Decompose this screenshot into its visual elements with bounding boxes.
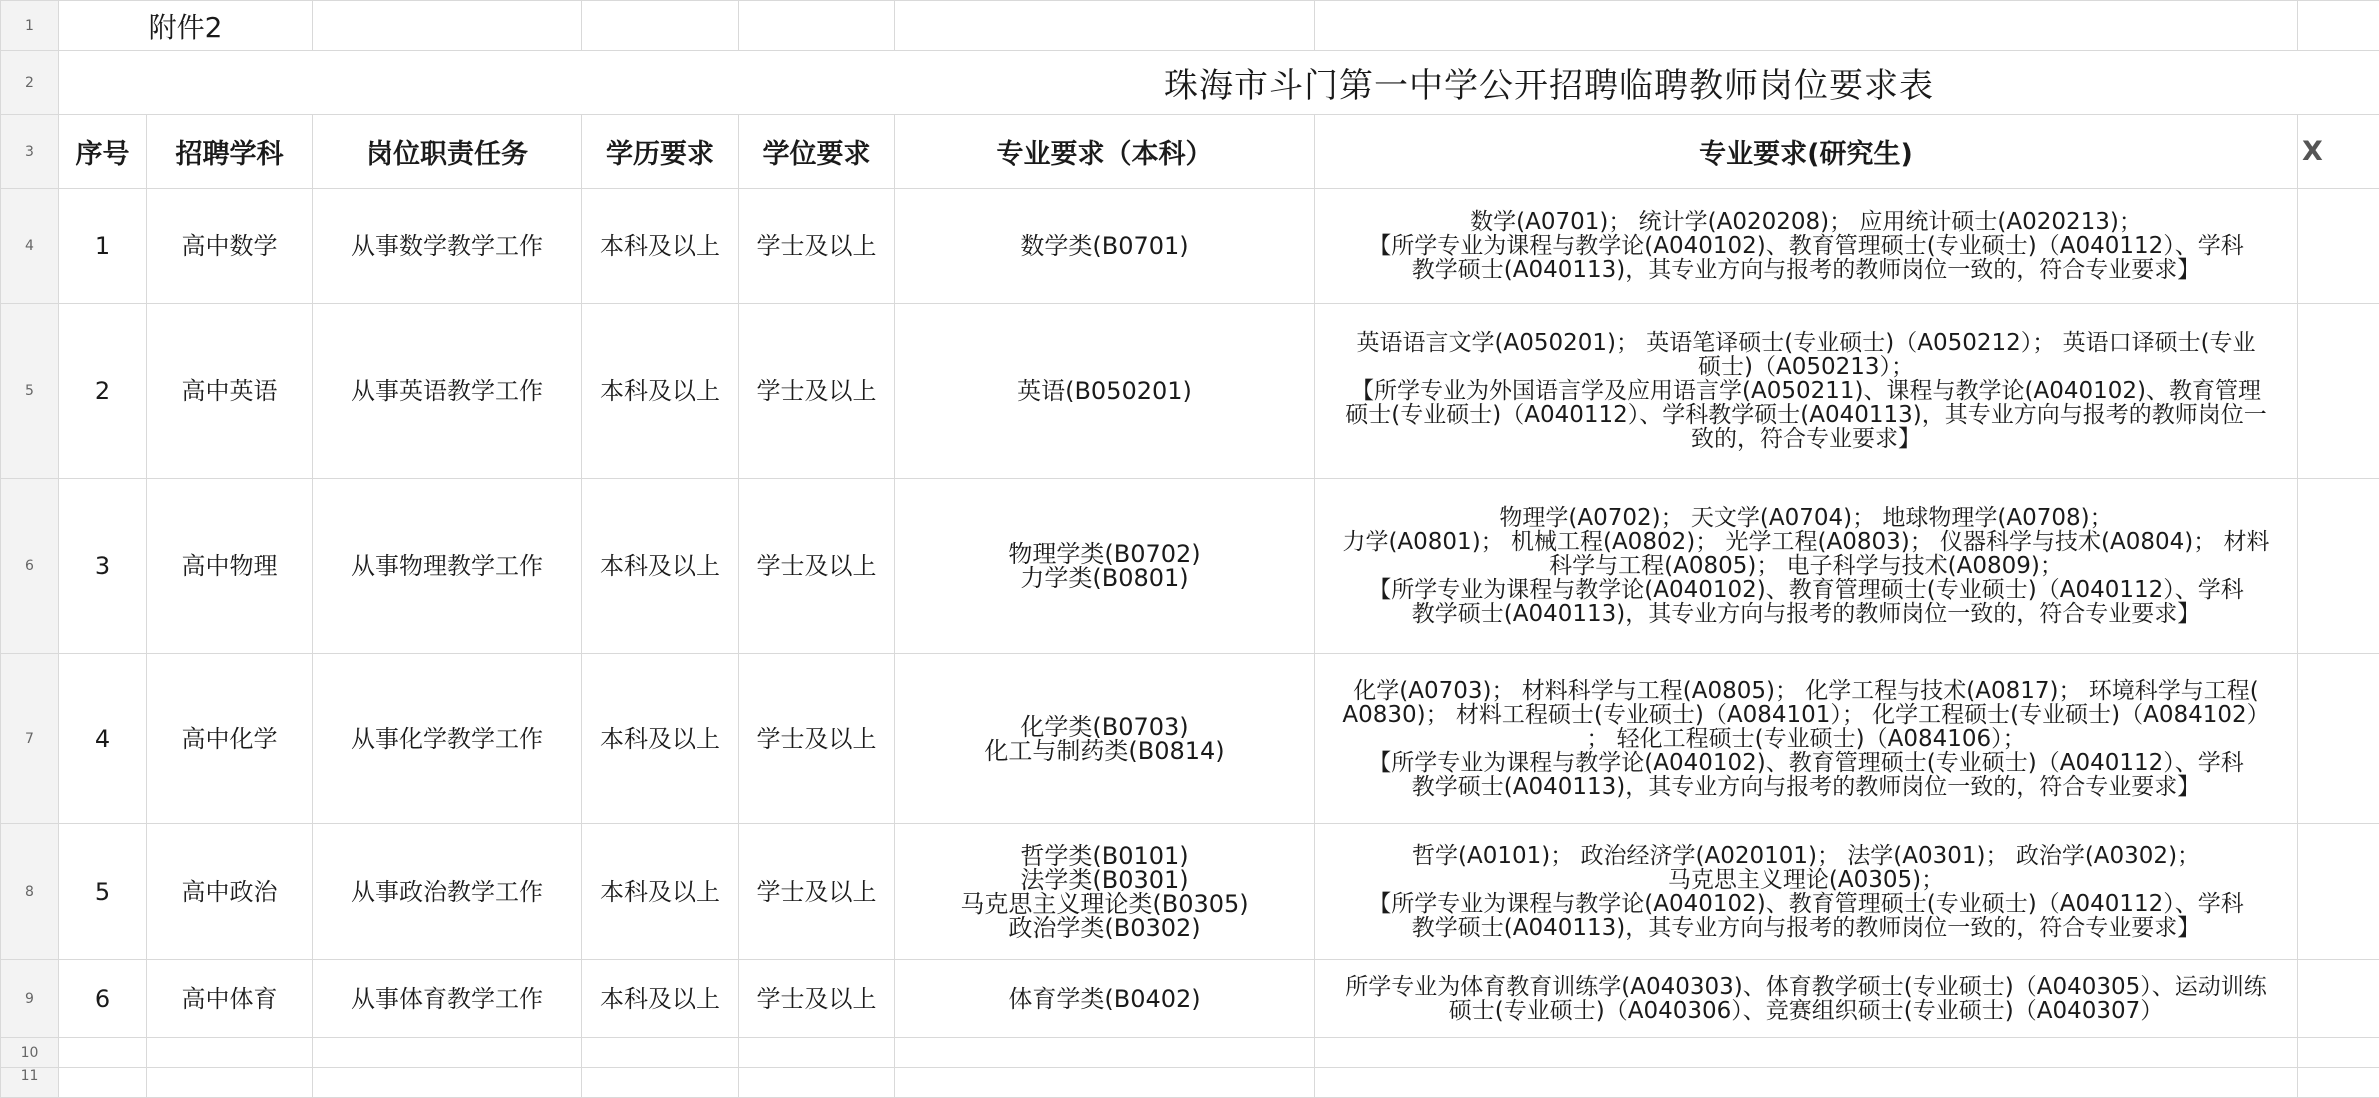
cell[interactable] bbox=[2298, 1038, 2379, 1068]
cell-duty[interactable]: 从事体育教学工作 bbox=[313, 960, 582, 1038]
cell[interactable] bbox=[739, 1068, 895, 1098]
cell-undergrad-major[interactable]: 化学类(B0703) 化工与制药类(B0814) bbox=[895, 654, 1315, 824]
header-no[interactable]: 序号 bbox=[59, 115, 147, 189]
cell-graduate-major[interactable]: 物理学(A0702)； 天文学(A0704)； 地球物理学(A0708)； 力学(A0801)； 机械工程(A0802)； 光学工程(A0803)； 仪器科学与技术(A0804)； 材料 科学与工程(A0805)； 电子科学与技术(A0809)； 【所学专业为课程与教学论(A040102)、教育管理硕士(专业硕士)（A040112）、学科 教学硕士(A040113)，其专业方向与报考的教师岗位一致的，符合专业要求】 bbox=[1315, 479, 2298, 654]
cell-graduate-major[interactable]: 化学(A0703)； 材料科学与工程(A0805)； 化学工程与技术(A0817)； 环境科学与工程( A0830)； 材料工程硕士(专业硕士)（A084101）； 化学工程硕士(专业硕士)（A084102） ； 轻化工程硕士(专业硕士)（A084106）； 【所学专业为课程与教学论(A040102)、教育管理硕士(专业硕士)（A040112）、学科 教学硕士(A040113)，其专业方向与报考的教师岗位一致的，符合专业要求】 bbox=[1315, 654, 2298, 824]
row-number[interactable]: 8 bbox=[1, 824, 59, 960]
cell-degree[interactable]: 学士及以上 bbox=[739, 189, 895, 304]
cell-undergrad-major[interactable]: 物理学类(B0702) 力学类(B0801) bbox=[895, 479, 1315, 654]
cell[interactable] bbox=[895, 1, 1315, 51]
cell-graduate-major[interactable]: 英语语言文学(A050201)； 英语笔译硕士(专业硕士)（A050212）； 英语口译硕士(专业 硕士)（A050213）； 【所学专业为外国语言学及应用语言学(A050211)、课程与教学论(A040102)、教育管理 硕士(专业硕士)（A040112）、学科教学硕士(A040113)，其专业方向与报考的教师岗位一 致的，符合专业要求】 bbox=[1315, 304, 2298, 479]
header-duty[interactable]: 岗位职责任务 bbox=[313, 115, 582, 189]
cell-duty[interactable]: 从事化学教学工作 bbox=[313, 654, 582, 824]
cell[interactable] bbox=[2298, 189, 2379, 304]
cell[interactable] bbox=[2298, 960, 2379, 1038]
cell-no[interactable]: 4 bbox=[59, 654, 147, 824]
cell-degree[interactable]: 学士及以上 bbox=[739, 479, 895, 654]
cell[interactable] bbox=[895, 1038, 1315, 1068]
cell-degree[interactable]: 学士及以上 bbox=[739, 824, 895, 960]
cell[interactable] bbox=[1315, 1, 2298, 51]
table-row bbox=[1, 304, 2379, 479]
cell-undergrad-major[interactable]: 体育学类(B0402) bbox=[895, 960, 1315, 1038]
sheet-row-11 bbox=[1, 1068, 2379, 1098]
cell-no[interactable]: 6 bbox=[59, 960, 147, 1038]
cell[interactable] bbox=[895, 1068, 1315, 1098]
row-number[interactable]: 2 bbox=[1, 51, 59, 115]
cell-no[interactable]: 5 bbox=[59, 824, 147, 960]
cell[interactable] bbox=[582, 1, 739, 51]
header-clipped[interactable]: X bbox=[2298, 115, 2379, 189]
sheet-row-2 bbox=[1, 51, 2379, 115]
cell-degree[interactable]: 学士及以上 bbox=[739, 654, 895, 824]
cell-duty[interactable]: 从事数学教学工作 bbox=[313, 189, 582, 304]
cell-undergrad-major[interactable]: 哲学类(B0101) 法学类(B0301) 马克思主义理论类(B0305) 政治学类(B0302) bbox=[895, 824, 1315, 960]
cell[interactable] bbox=[739, 1, 895, 51]
cell-undergrad-major[interactable]: 数学类(B0701) bbox=[895, 189, 1315, 304]
row-number[interactable]: 10 bbox=[1, 1038, 59, 1068]
cell-duty[interactable]: 从事英语教学工作 bbox=[313, 304, 582, 479]
cell[interactable] bbox=[2298, 1, 2379, 51]
header-degree[interactable]: 学位要求 bbox=[739, 115, 895, 189]
cell[interactable] bbox=[2298, 654, 2379, 824]
page-title[interactable]: 珠海市斗门第一中学公开招聘临聘教师岗位要求表 bbox=[59, 51, 2379, 115]
cell-education[interactable]: 本科及以上 bbox=[582, 824, 739, 960]
row-number[interactable]: 1 bbox=[1, 1, 59, 51]
cell[interactable] bbox=[2298, 304, 2379, 479]
cell[interactable] bbox=[739, 1038, 895, 1068]
row-number[interactable]: 9 bbox=[1, 960, 59, 1038]
cell[interactable] bbox=[147, 1068, 313, 1098]
cell-subject[interactable]: 高中体育 bbox=[147, 960, 313, 1038]
cell-degree[interactable]: 学士及以上 bbox=[739, 304, 895, 479]
table-row bbox=[1, 189, 2379, 304]
cell-graduate-major[interactable]: 数学(A0701)； 统计学(A020208)； 应用统计硕士(A020213)； 【所学专业为课程与教学论(A040102)、教育管理硕士(专业硕士)（A040112）、学科 教学硕士(A040113)，其专业方向与报考的教师岗位一致的，符合专业要求】 bbox=[1315, 189, 2298, 304]
table-row bbox=[1, 824, 2379, 960]
cell-subject[interactable]: 高中数学 bbox=[147, 189, 313, 304]
cell-subject[interactable]: 高中物理 bbox=[147, 479, 313, 654]
row-number[interactable]: 3 bbox=[1, 115, 59, 189]
cell[interactable] bbox=[582, 1038, 739, 1068]
cell-education[interactable]: 本科及以上 bbox=[582, 479, 739, 654]
cell-undergrad-major[interactable]: 英语(B050201) bbox=[895, 304, 1315, 479]
cell-education[interactable]: 本科及以上 bbox=[582, 304, 739, 479]
cell-education[interactable]: 本科及以上 bbox=[582, 960, 739, 1038]
cell[interactable] bbox=[59, 1038, 147, 1068]
cell[interactable] bbox=[2298, 1068, 2379, 1098]
row-number[interactable]: 6 bbox=[1, 479, 59, 654]
cell[interactable] bbox=[313, 1, 582, 51]
cell[interactable] bbox=[1315, 1068, 2298, 1098]
cell[interactable] bbox=[147, 1038, 313, 1068]
cell-subject[interactable]: 高中化学 bbox=[147, 654, 313, 824]
sheet-row-1 bbox=[1, 1, 2379, 51]
table-row bbox=[1, 654, 2379, 824]
cell-graduate-major[interactable]: 所学专业为体育教育训练学(A040303)、体育教学硕士(专业硕士)（A040305）、运动训练 硕士(专业硕士)（A040306）、竞赛组织硕士(专业硕士)（A040307） bbox=[1315, 960, 2298, 1038]
header-undergrad-major[interactable]: 专业要求（本科） bbox=[895, 115, 1315, 189]
cell[interactable] bbox=[313, 1068, 582, 1098]
cell[interactable] bbox=[1315, 1038, 2298, 1068]
header-graduate-major[interactable]: 专业要求(研究生) bbox=[1315, 115, 2298, 189]
cell-education[interactable]: 本科及以上 bbox=[582, 189, 739, 304]
cell-duty[interactable]: 从事物理教学工作 bbox=[313, 479, 582, 654]
row-number[interactable]: 7 bbox=[1, 654, 59, 824]
cell-subject[interactable]: 高中政治 bbox=[147, 824, 313, 960]
table-row bbox=[1, 960, 2379, 1038]
header-row bbox=[1, 115, 2379, 189]
row-number[interactable]: 5 bbox=[1, 304, 59, 479]
header-subject[interactable]: 招聘学科 bbox=[147, 115, 313, 189]
sheet-row-10 bbox=[1, 1038, 2379, 1068]
cell-graduate-major[interactable]: 哲学(A0101)； 政治经济学(A020101)； 法学(A0301)； 政治学(A0302)； 马克思主义理论(A0305)； 【所学专业为课程与教学论(A040102)、教育管理硕士(专业硕士)（A040112）、学科 教学硕士(A040113)，其专业方向与报考的教师岗位一致的，符合专业要求】 bbox=[1315, 824, 2298, 960]
cell[interactable] bbox=[2298, 479, 2379, 654]
cell-education[interactable]: 本科及以上 bbox=[582, 654, 739, 824]
cell-no[interactable]: 3 bbox=[59, 479, 147, 654]
cell[interactable] bbox=[582, 1068, 739, 1098]
cell[interactable] bbox=[2298, 824, 2379, 960]
cell[interactable] bbox=[59, 1068, 147, 1098]
cell-subject[interactable]: 高中英语 bbox=[147, 304, 313, 479]
table-row bbox=[1, 479, 2379, 654]
cell[interactable] bbox=[313, 1038, 582, 1068]
cell-degree[interactable]: 学士及以上 bbox=[739, 960, 895, 1038]
cell-no[interactable]: 1 bbox=[59, 189, 147, 304]
cell-no[interactable]: 2 bbox=[59, 304, 147, 479]
row-number[interactable]: 4 bbox=[1, 189, 59, 304]
cell-duty[interactable]: 从事政治教学工作 bbox=[313, 824, 582, 960]
header-education[interactable]: 学历要求 bbox=[582, 115, 739, 189]
row-number[interactable]: 11 bbox=[1, 1068, 59, 1098]
attachment-label[interactable]: 附件2 bbox=[59, 1, 313, 51]
